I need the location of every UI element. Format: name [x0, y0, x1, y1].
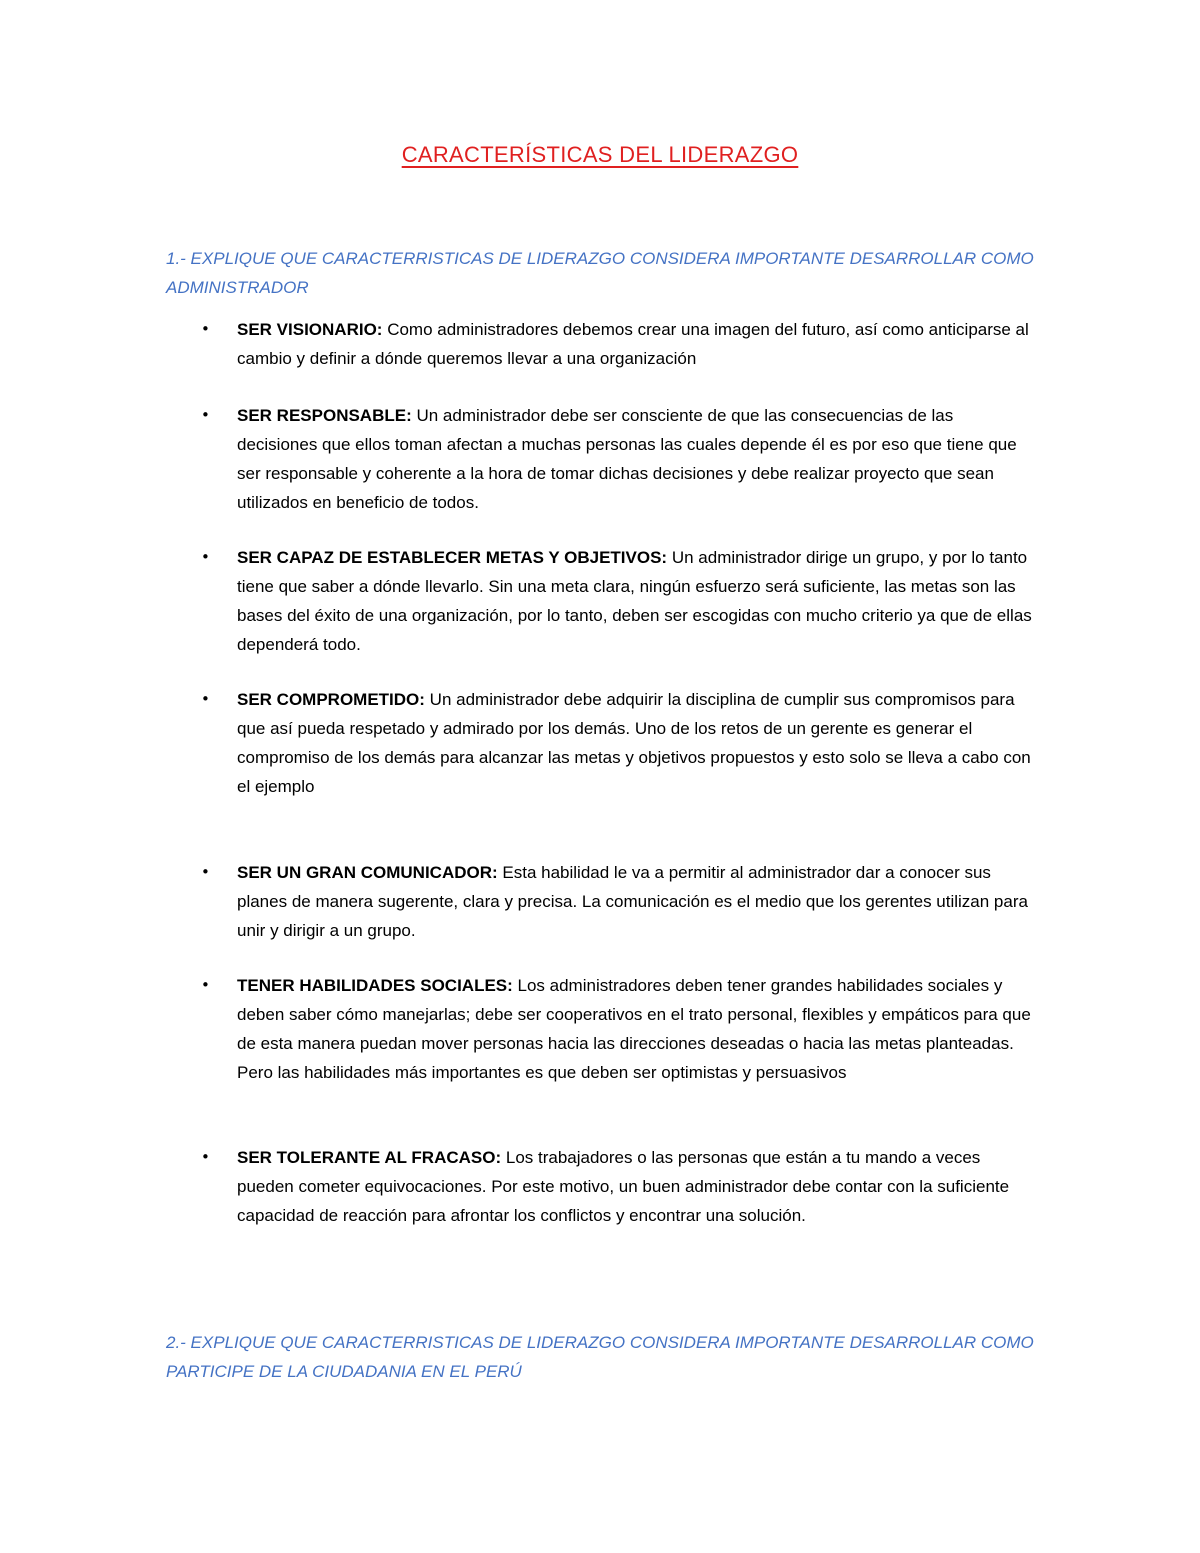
list-item-ser-responsable	[201, 401, 1037, 517]
list-item-label: SER TOLERANTE AL FRACASO:	[237, 1148, 502, 1167]
list-item-label: SER UN GRAN COMUNICADOR:	[237, 863, 498, 882]
list-item-ser-comprometido	[201, 685, 1037, 801]
document-title: CARACTERÍSTICAS DEL LIDERAZGO	[401, 142, 799, 167]
list-item-ser-un-gran-comunicador	[201, 858, 1037, 945]
list-item-text	[237, 315, 1037, 373]
question-1: 1.- EXPLIQUE QUE CARACTERRISTICAS DE LIDERAZGO CONSIDERA IMPORTANTE DESARROLLAR COMO ADMINISTRADOR	[166, 249, 1034, 297]
bullet-icon: •	[201, 548, 210, 566]
list-item-body: Los administradores deben tener grandes habilidades sociales y deben saber cómo manejarlas; debe ser cooperativos en el trato personal, flexibles y empáticos para que de esta manera puedan mover personas hacia las direcciones deseadas o hacia las metas planteadas. Pero las habilidades más importantes es que deben ser optimistas y persuasivos	[237, 976, 1031, 1082]
list-item-text	[237, 401, 1037, 517]
bullet-icon: •	[201, 406, 210, 424]
list-item-body: Como administradores debemos crear una imagen del futuro, así como anticiparse al cambio y definir a dónde queremos llevar a una organización	[237, 320, 1029, 368]
list-item-ser-tolerante-al-fracaso	[201, 1143, 1037, 1230]
list-item-body: Un administrador dirige un grupo, y por lo tanto tiene que saber a dónde llevarlo. Sin una meta clara, ningún esfuerzo será suficiente, las metas son las bases del éxito de una organización, por lo tanto, deben ser escogidas con mucho criterio ya que de ellas dependerá todo.	[237, 548, 1032, 654]
list-item-body: Los trabajadores o las personas que están a tu mando a veces pueden cometer equivocaciones. Por este motivo, un buen administrador debe contar con la suficiente capacidad de reacción para afrontar los conflictos y encontrar una solución.	[237, 1148, 1010, 1225]
bullet-icon: •	[201, 320, 210, 338]
list-item-text	[237, 685, 1037, 801]
list-item-text	[237, 543, 1037, 659]
bullet-icon: •	[201, 863, 210, 881]
list-item-label: SER CAPAZ DE ESTABLECER METAS Y OBJETIVOS:	[237, 548, 668, 567]
list-item-body: Un administrador debe adquirir la disciplina de cumplir sus compromisos para que así pueda respetado y admirado por los demás. Uno de los retos de un gerente es generar el compromiso de los demás para alcanzar las metas y objetivos propuestos y esto solo se lleva a cabo con el ejemplo	[237, 690, 1031, 796]
list-item-ser-visionario	[201, 315, 1037, 373]
list-item-body: Un administrador debe ser consciente de que las consecuencias de las decisiones que ellos toman afectan a muchas personas las cuales depende él es por eso que tiene que ser responsable y coherente a la hora de tomar dichas decisiones y debe realizar proyecto que sean utilizados en beneficio de todos.	[237, 406, 1017, 512]
bullet-icon: •	[201, 690, 210, 708]
list-item-label: SER VISIONARIO:	[237, 320, 383, 339]
list-item-text	[237, 971, 1037, 1087]
list-item-tener-habilidades-sociales	[201, 971, 1037, 1087]
bullet-icon: •	[201, 1148, 210, 1166]
list-item-ser-capaz-de-establecer-metas	[201, 543, 1037, 659]
list-item-label: TENER HABILIDADES SOCIALES:	[237, 976, 513, 995]
bullet-icon: •	[201, 976, 210, 994]
list-item-label: SER RESPONSABLE:	[237, 406, 412, 425]
question-2: 2.- EXPLIQUE QUE CARACTERRISTICAS DE LIDERAZGO CONSIDERA IMPORTANTE DESARROLLAR COMO PARTICIPE DE LA CIUDADANIA EN EL PERÚ	[166, 1333, 1034, 1381]
list-item-label: SER COMPROMETIDO:	[237, 690, 425, 709]
list-item-text	[237, 1143, 1037, 1230]
list-item-text	[237, 858, 1037, 945]
list-item-body: Esta habilidad le va a permitir al administrador dar a conocer sus planes de manera sugerente, clara y precisa. La comunicación es el medio que los gerentes utilizan para unir y dirigir a un grupo.	[237, 863, 1028, 940]
